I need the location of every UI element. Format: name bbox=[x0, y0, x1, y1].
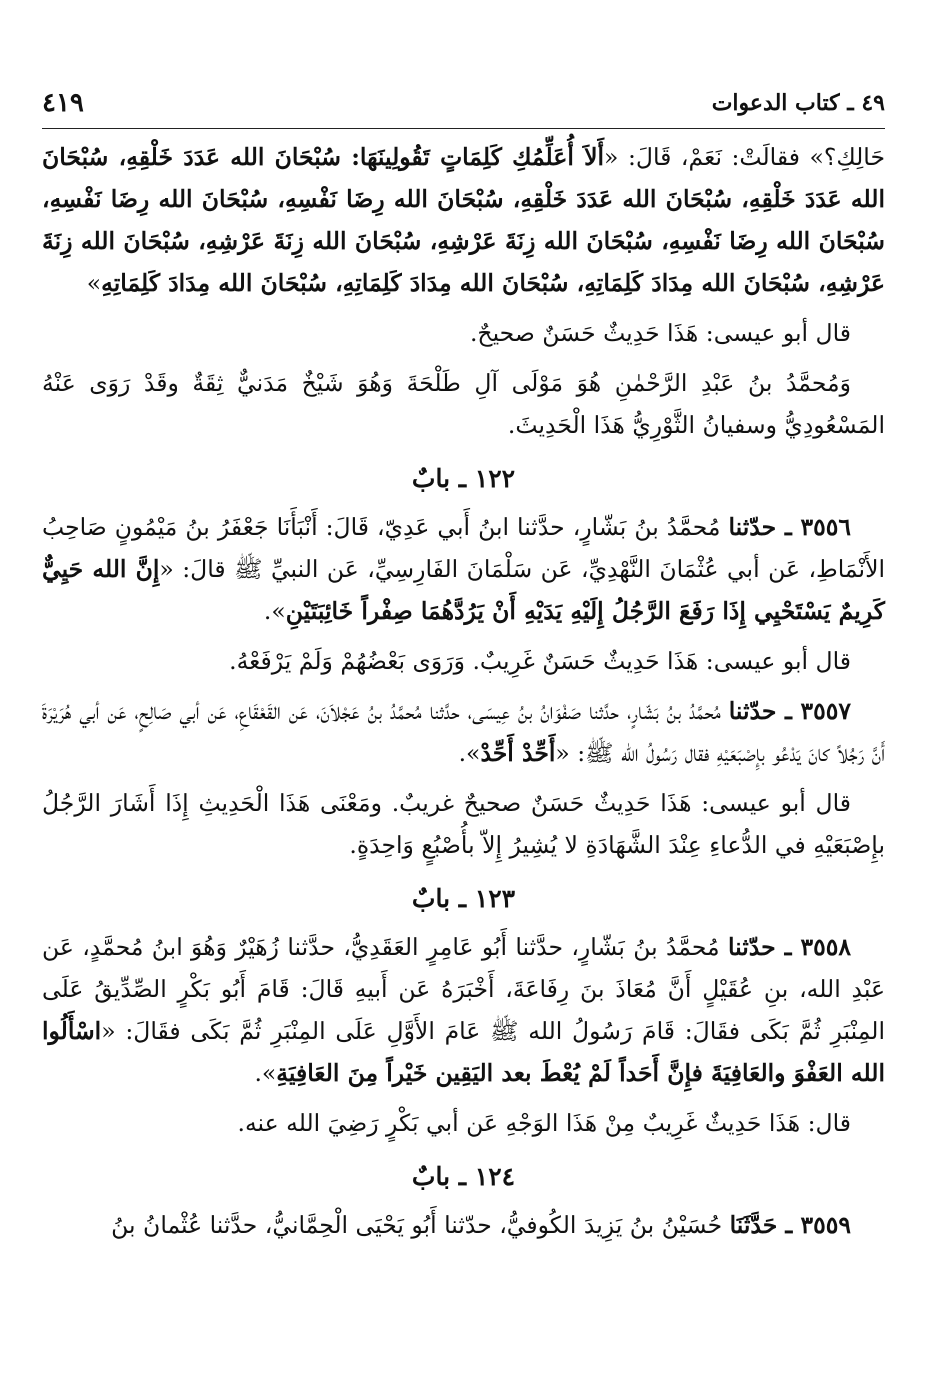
page-body bbox=[42, 136, 885, 1254]
text-segment: قال أبو عيسى: هَذَا حَدِيثٌ حَسَنٌ صحيحٌ. bbox=[469, 319, 851, 347]
text-segment: ». bbox=[263, 597, 286, 625]
text-segment: وَمُحمَّدُ بنُ عَبْدِ الرَّحْمٰنِ هُوَ مَوْلَى آلِ طَلْحَةَ وَهُوَ شَيْخٌ مَدَنيٌّ ثِقَةٌ وقَدْ رَوَى عَنْهُ المَسْعُودِيُّ وسفيانُ الثَّوْرِيُّ هَذَا الْحَدِيثَ. bbox=[42, 369, 885, 439]
text-segment: حَالِكِ؟» فقالَتْ: نَعَمْ، قَالَ: « bbox=[604, 143, 885, 171]
chapter-heading: ١٢٢ ـ بابٌ bbox=[411, 464, 516, 493]
page-number: ٤١٩ bbox=[42, 88, 84, 118]
hadith-paragraph bbox=[42, 926, 885, 1094]
text-segment: قال أبو عيسى: هَذَا حَدِيثٌ حَسَنٌ صحيحٌ غريبٌ. ومَعْنَى هَذَا الْحَدِيثِ إِذَا أَشَارَ الرَّجُلُ بإِصْبَعَيْهِ في الدُّعاءِ عِنْدَ الشَّهَادَةِ لا يُشِيرُ إِلاّ بأُصْبُعٍ وَاحِدَةٍ. bbox=[42, 789, 885, 859]
bold-text-segment: إِنَّ الله حَيِيٌّ كَرِيمٌ يَسْتَحْيِي إِذَا رَفَعَ الرَّجُلُ إِلَيْهِ يَدَيْهِ أَنْ يَرُدَّهُمَا صِفْراً خَائِبَتَيْنِ bbox=[42, 555, 885, 625]
hadith-paragraph bbox=[42, 362, 885, 446]
text-segment: قال: هَذَا حَدِيثٌ غَرِيبٌ مِنْ هَذَا الوَجْهِ عَن أبي بَكْرٍ رَضِيَ الله عنه. bbox=[237, 1109, 851, 1137]
bold-text-segment: اسْأَلُوا الله العَفْوَ والعَافِيَةَ فإِنَّ أَحَداً لَمْ يُعْطَ بعد اليَقِين خَيْراً مِنَ العَافِيَةِ bbox=[42, 1017, 885, 1087]
bold-text-segment: ٣٥٥٦ ـ حدّثنا bbox=[728, 513, 851, 541]
hadith-paragraph bbox=[42, 312, 885, 354]
bold-text-segment: أَحِّدْ أَحِّدْ bbox=[480, 739, 556, 767]
text-segment: ». bbox=[458, 739, 481, 767]
hadith-paragraph bbox=[42, 782, 885, 866]
chapter-heading: ١٢٤ ـ بابٌ bbox=[411, 1162, 516, 1191]
text-segment: مُحمَّدُ بنُ بَشّارٍ، حدَّثنا أَبُو عَامِرٍ العَقَدِيُّ، حدَّثنا زُهَيْرٌ وَهُوَ ابنُ مُحمَّدٍ، عَن عَبْدِ الله، بنِ عُقَيْلٍ أَنَّ مُعَاذَ بنَ رِفَاعَةَ، أَخْبَرَهُ عَن أَبيهِ قَالَ: قَامَ أَبُو بَكْرٍ الصِّدِّيقُ عَلَى المِنْبَرِ ثُمَّ بَكَى فقَالَ: قَامَ رَسُولُ الله ﷺ عَامَ الأَوَّلِ عَلَى المِنْبَرِ ثُمَّ بَكَى فقَالَ: « bbox=[42, 933, 885, 1045]
hadith-paragraph bbox=[42, 1204, 885, 1246]
running-title: ٤٩ ـ كتاب الدعوات bbox=[711, 90, 885, 116]
bold-text-segment: ٣٥٥٧ ـ حدّثنا bbox=[728, 697, 851, 725]
hadith-paragraph bbox=[42, 1102, 885, 1144]
hadith-paragraph bbox=[42, 136, 885, 304]
text-segment: قال أبو عيسى: هَذَا حَدِيثٌ حَسَنٌ غَرِيبٌ. وَرَوَى بَعْضُهُمْ وَلَمْ يَرْفَعْهُ. bbox=[229, 647, 851, 675]
chapter-heading: ١٢٣ ـ بابٌ bbox=[411, 884, 516, 913]
text-segment: مُحمَّدُ بنُ بَشّارٍ، حدَّثنا صَفْوَانُ بنُ عِيسَى، حدَّثنا مُحمَّدُ بنُ عَجْلاَنَ، عَن القَعْقَاعِ، عَن أبي صَالِحٍ، عَن أبي هُرَيْرَةَ أَنَّ رَجُلاً كانَ يَدْعُو بإِصْبَعَيْهِ فقال رَسُولُ الله ﷺ: « bbox=[42, 697, 885, 767]
bold-text-segment: ٣٥٥٩ ـ حَدَّثَنَا bbox=[729, 1211, 851, 1239]
text-segment: » bbox=[86, 269, 102, 297]
bold-text-segment: أَلاَ أُعَلِّمُكِ كَلِمَاتٍ تَقُولِينَهَا: سُبْحَانَ الله عَدَدَ خَلْقِهِ، سُبْحَانَ الله عَدَدَ خَلْقِهِ، سُبْحَانَ الله عَدَدَ خَلْقِهِ، سُبْحَانَ الله رِضَا نَفْسِهِ، سُبْحَانَ الله رِضَا نَفْسِهِ، سُبْحَانَ الله رِضَا نَفْسِهِ، سُبْحَانَ الله زِنَةَ عَرْشِهِ، سُبْحَانَ الله زِنَةَ عَرْشِهِ، سُبْحَانَ الله زِنَةَ عَرْشِهِ، سُبْحَانَ الله مِدَادَ كَلِمَاتِهِ، سُبْحَانَ الله مِدَادَ كَلِمَاتِهِ، سُبْحَانَ الله مِدَادَ كَلِمَاتِهِ bbox=[42, 143, 885, 297]
page-header bbox=[42, 84, 885, 129]
text-segment: حُسَيْنُ بنُ يَزِيدَ الكُوفيُّ، حدّثنا أَبُو يَحْيَى الْحِمَّانيُّ، حدَّثنا عُثْمانُ بنُ bbox=[111, 1211, 730, 1239]
text-segment: مُحمَّدُ بنُ بَشّارٍ، حدَّثنا ابنُ أَبي عَدِيّ، قَالَ: أَنْبَأَنَا جَعْفَرُ بنُ مَيْمُونٍ صَاحِبُ الأَنْمَاطِ، عَن أبي عُثْمَانَ النَّهْدِيِّ، عَن سَلْمَانَ الفَارِسِيِّ، عَن النبيِّ ﷺ قالَ: « bbox=[42, 513, 885, 583]
text-segment: ». bbox=[254, 1059, 277, 1087]
hadith-paragraph bbox=[42, 506, 885, 632]
hadith-paragraph bbox=[42, 640, 885, 682]
bold-text-segment: ٣٥٥٨ ـ حدّثنا bbox=[727, 933, 852, 961]
hadith-paragraph bbox=[42, 690, 885, 774]
